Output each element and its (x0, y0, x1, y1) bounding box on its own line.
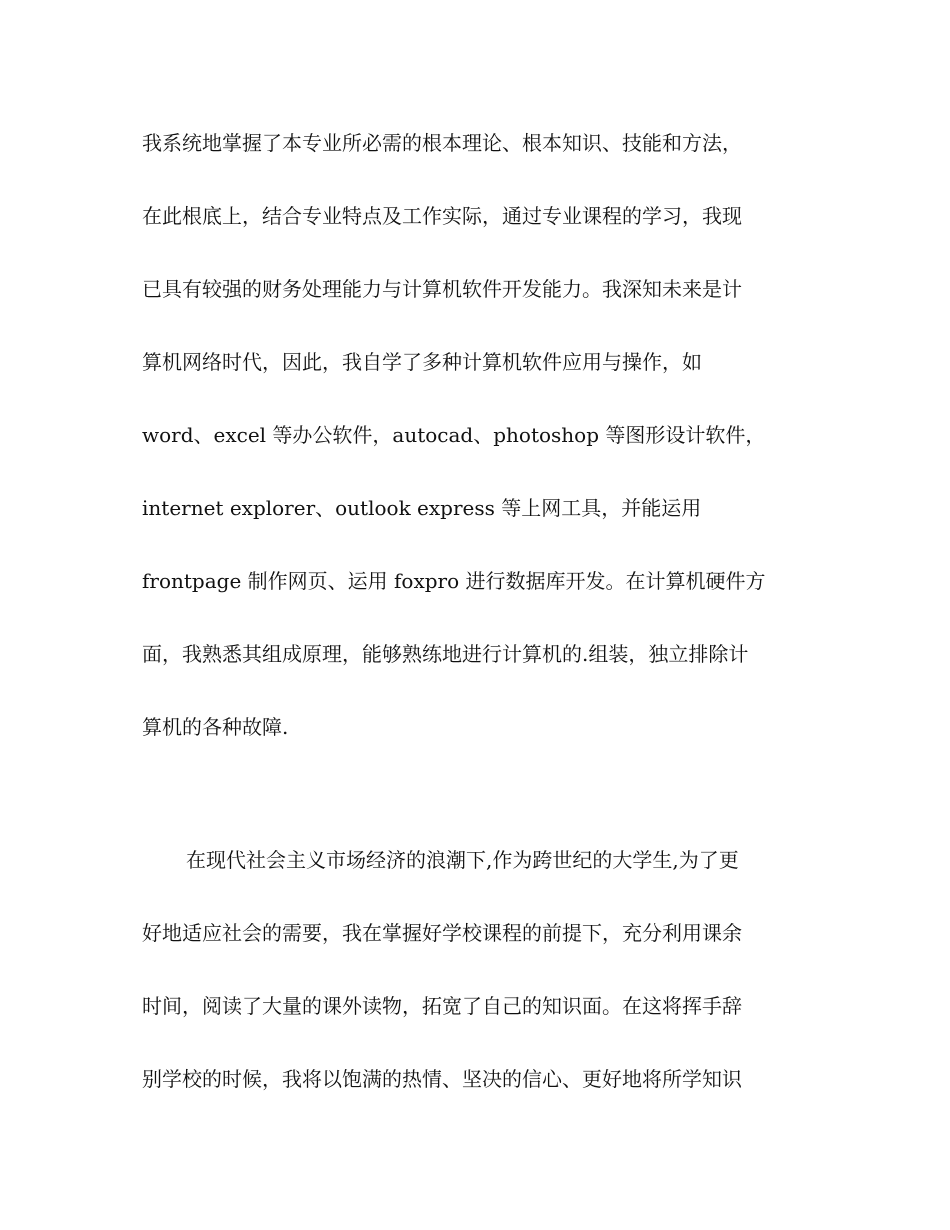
text-line: 在现代社会主义市场经济的浪潮下,作为跨世纪的大学生,为了更 (186, 848, 739, 872)
text-line: 时间，阅读了大量的课外读物，拓宽了自己的知识面。在这将挥手辞 (142, 994, 742, 1018)
text-line: 面，我熟悉其组成原理，能够熟练地进行计算机的.组装，独立排除计 (142, 642, 749, 666)
paragraph-spacer (142, 778, 822, 838)
text-line: 好地适应社会的需要，我在掌握好学校课程的前提下，充分利用课余 (142, 921, 742, 945)
text-line: frontpage 制作网页、运用 foxpro 进行数据库开发。在计算机硬件方 (142, 569, 766, 593)
document-body (142, 121, 822, 1130)
text-line: 别学校的时候，我将以饱满的热情、坚决的信心、更好地将所学知识 (142, 1067, 742, 1091)
text-line: 在此根底上，结合专业特点及工作实际，通过专业课程的学习，我现 (142, 204, 742, 228)
text-line: 算机的各种故障. (142, 715, 289, 739)
text-line: 我系统地掌握了本专业所必需的根本理论、根本知识、技能和方法， (142, 131, 742, 155)
text-line: word、excel 等办公软件，autocad、photoshop 等图形设计软件， (142, 423, 766, 447)
text-line: internet explorer、outlook express 等上网工具，并能运用 (142, 496, 702, 520)
paragraph-1 (142, 121, 822, 778)
paragraph-2 (142, 838, 822, 1130)
text-line: 已具有较强的财务处理能力与计算机软件开发能力。我深知未来是计 (142, 277, 742, 301)
text-line: 算机网络时代，因此，我自学了多种计算机软件应用与操作，如 (142, 350, 702, 374)
